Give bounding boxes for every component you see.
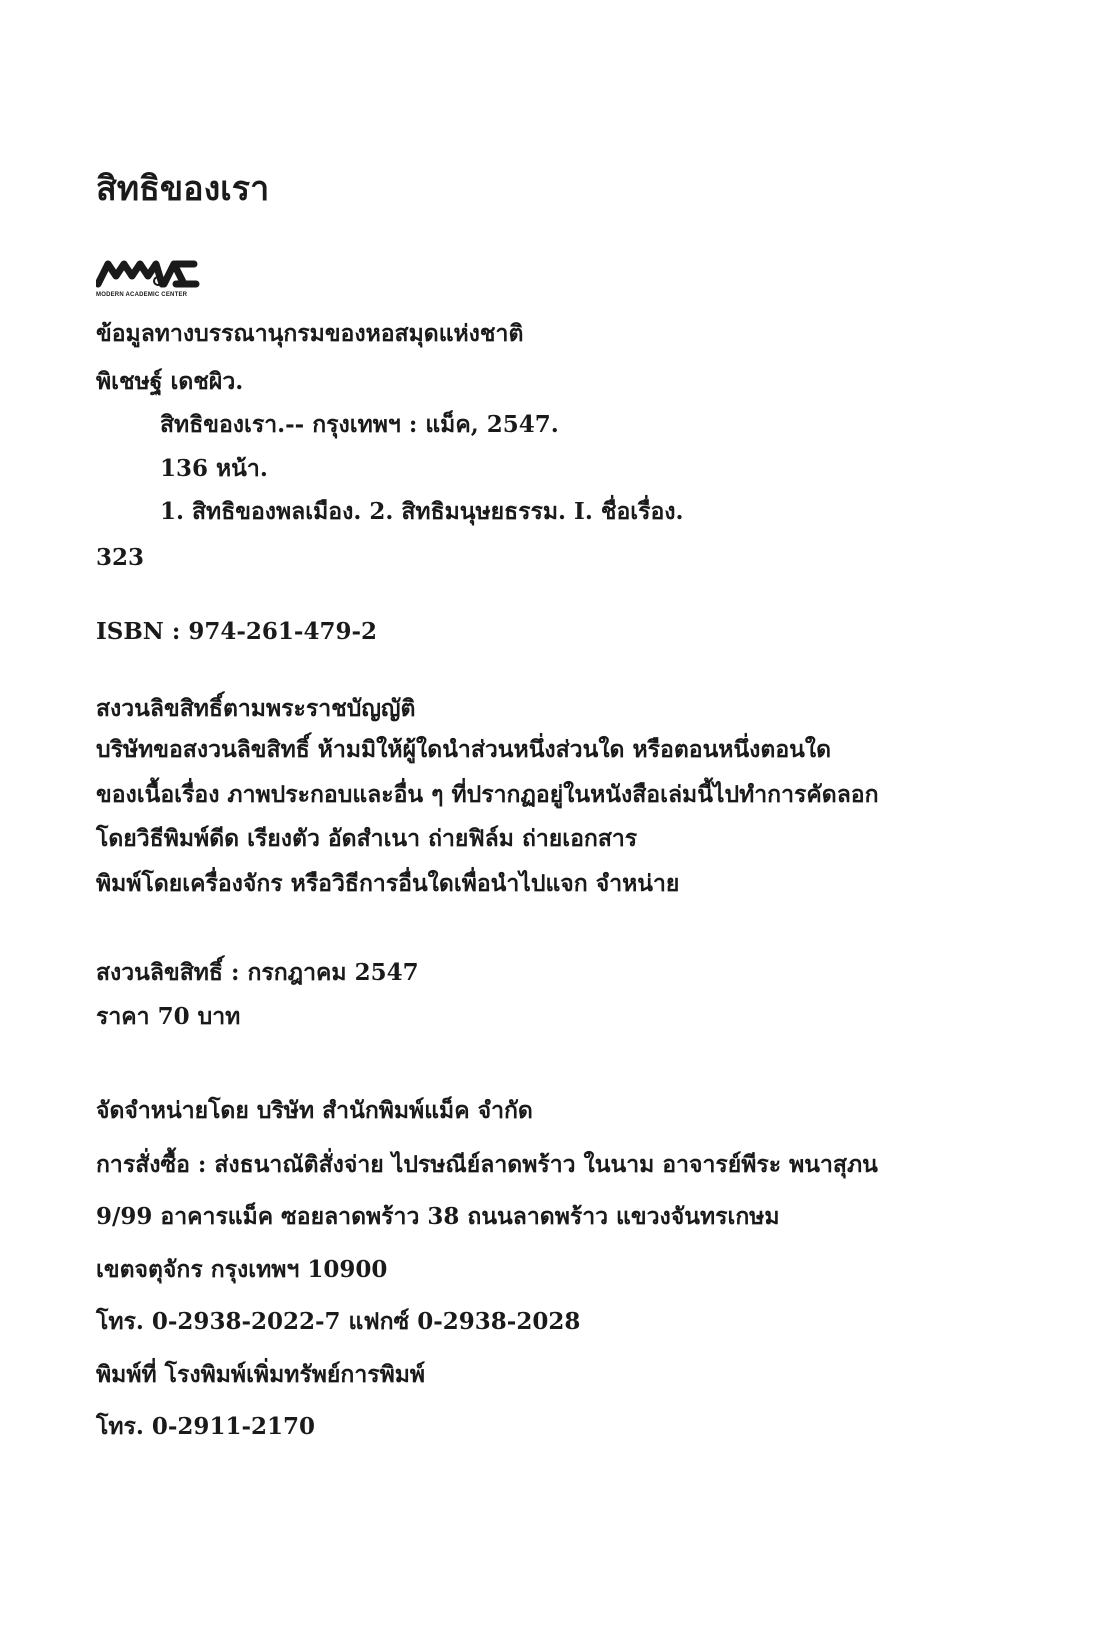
price: ราคา 70 บาท [96, 1003, 241, 1030]
catalog-heading: ข้อมูลทางบรรณานุกรมของหอสมุดแห่งชาติ [96, 320, 524, 347]
publisher-logo [96, 256, 206, 302]
phone-fax: โทร. 0-2938-2022-7 แฟกซ์ 0-2938-2028 [96, 1308, 581, 1335]
catalog-entry: สิทธิของเรา.-- กรุงเทพฯ : แม็ค, 2547. [160, 411, 559, 438]
copyright-line: พิมพ์โดยเครื่องจักร หรือวิธีการอื่นใดเพื่อนำไปแจก จำหน่าย [96, 870, 680, 897]
catalog-pages: 136 หน้า. [160, 455, 268, 482]
isbn: ISBN : 974-261-479-2 [96, 618, 378, 645]
address: 9/99 อาคารแม็ค ซอยลาดพร้าว 38 ถนนลาดพร้าว แขวงจันทรเกษม [96, 1203, 780, 1230]
district: เขตจตุจักร กรุงเทพฯ 10900 [96, 1256, 388, 1283]
printer-phone: โทร. 0-2911-2170 [96, 1413, 316, 1440]
logo-caption: MODERN ACADEMIC CENTER [96, 292, 188, 298]
copyright-line: โดยวิธีพิมพ์ดีด เรียงตัว อัดสำเนา ถ่ายฟิล์ม ถ่ายเอกสาร [96, 825, 638, 852]
copyright-line: ของเนื้อเรื่อง ภาพประกอบและอื่น ๆ ที่ปรากฏอยู่ในหนังสือเล่มนี้ไปทำการคัดลอก [96, 781, 879, 808]
mac-logo-icon [96, 256, 200, 288]
catalog-class-number: 323 [96, 544, 145, 571]
printer: พิมพ์ที่ โรงพิมพ์เพิ่มทรัพย์การพิมพ์ [96, 1361, 426, 1388]
copyright-date: สงวนลิขสิทธิ์ : กรกฎาคม 2547 [96, 959, 419, 986]
catalog-subjects: 1. สิทธิของพลเมือง. 2. สิทธิมนุษยธรรม. I. ชื่อเรื่อง. [160, 498, 684, 525]
distributor: จัดจำหน่ายโดย บริษัท สำนักพิมพ์แม็ค จำกัด [96, 1097, 533, 1124]
copyright-heading: สงวนลิขสิทธิ์ตามพระราชบัญญัติ [96, 695, 416, 722]
page-title: สิทธิของเรา [96, 169, 270, 209]
catalog-author: พิเชษฐ์ เดชผิว. [96, 368, 244, 395]
copyright-line: บริษัทขอสงวนลิขสิทธิ์ ห้ามมิให้ผู้ใดนำส่วนหนึ่งส่วนใด หรือตอนหนึ่งตอนใด [96, 736, 832, 763]
order-info: การสั่งซื้อ : ส่งธนาณัติสั่งจ่าย ไปรษณีย์ลาดพร้าว ในนาม อาจารย์พีระ พนาสุภน [96, 1151, 878, 1178]
